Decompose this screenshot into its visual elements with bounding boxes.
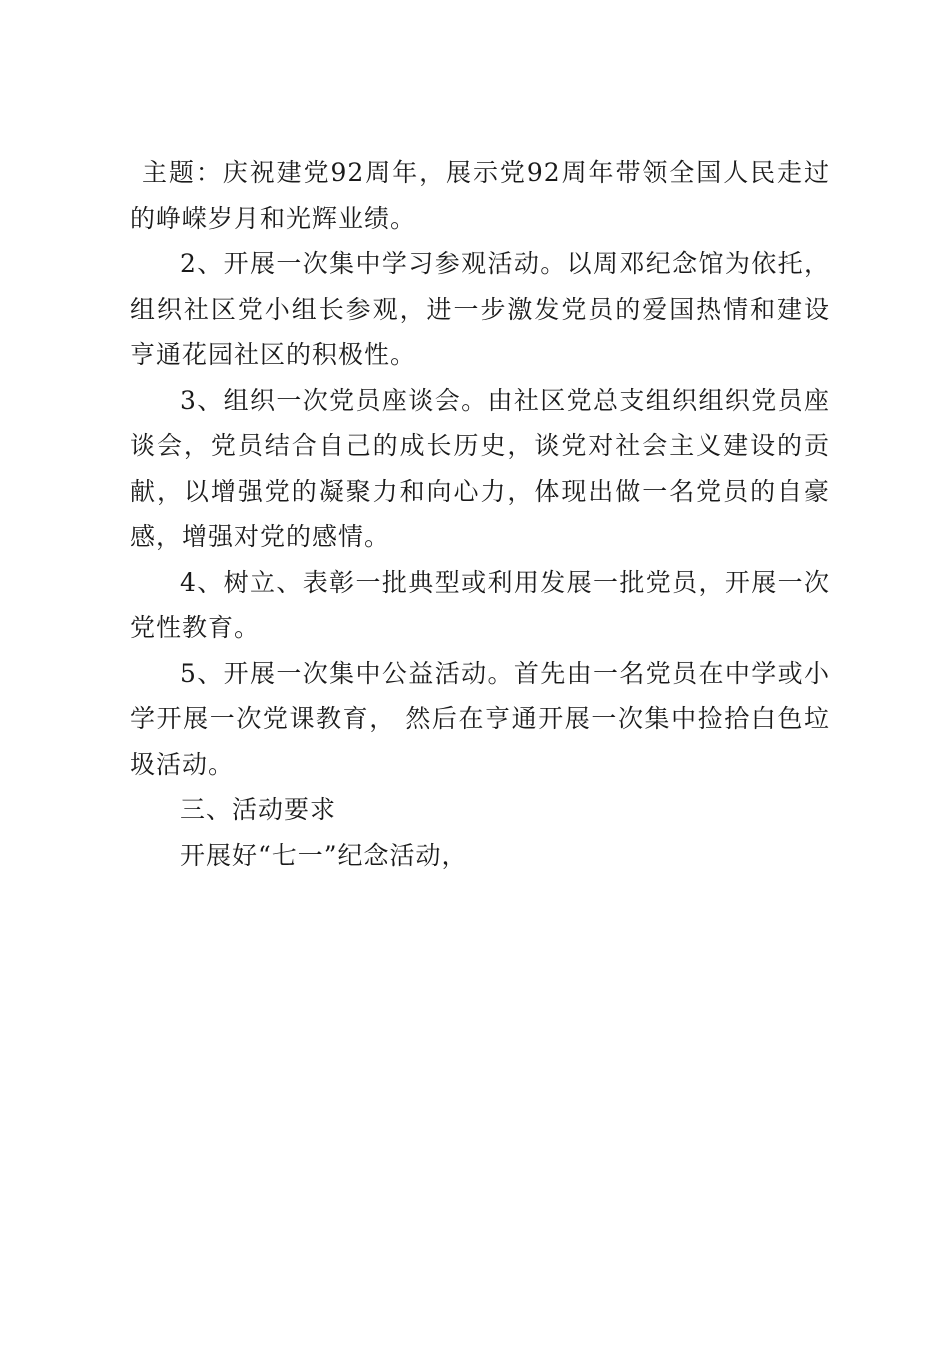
section-heading-requirements: 三、活动要求 xyxy=(180,795,337,824)
item-2-paragraph: 2、开展一次集中学习参观活动。以周邓纪念馆为依托，组织社区党小组长参观，进一步激发党员的爱国热情和建设亨通花园社区的积极性。 xyxy=(130,249,830,369)
item-5-paragraph: 5、开展一次集中公益活动。首先由一名党员在中学或小学开展一次党课教育， 然后在亨通开展一次集中捡拾白色垃圾活动。 xyxy=(130,658,830,779)
requirements-paragraph: 开展好“七一”纪念活动， xyxy=(180,840,468,870)
document-body xyxy=(130,150,830,878)
item-3-paragraph: 3、组织一次党员座谈会。由社区党总支组织组织党员座谈会，党员结合自己的成长历史，谈党对社会主义建设的贡献，以增强党的凝聚力和向心力，体现出做一名党员的自豪感，增强对党的感情。 xyxy=(130,385,830,551)
item-4-paragraph: 4、树立、表彰一批典型或利用发展一批党员，开展一次党性教育。 xyxy=(130,567,830,642)
theme-paragraph: 主题：庆祝建党92周年，展示党92周年带领全国人民走过的峥嵘岁月和光辉业绩。 xyxy=(130,158,830,233)
